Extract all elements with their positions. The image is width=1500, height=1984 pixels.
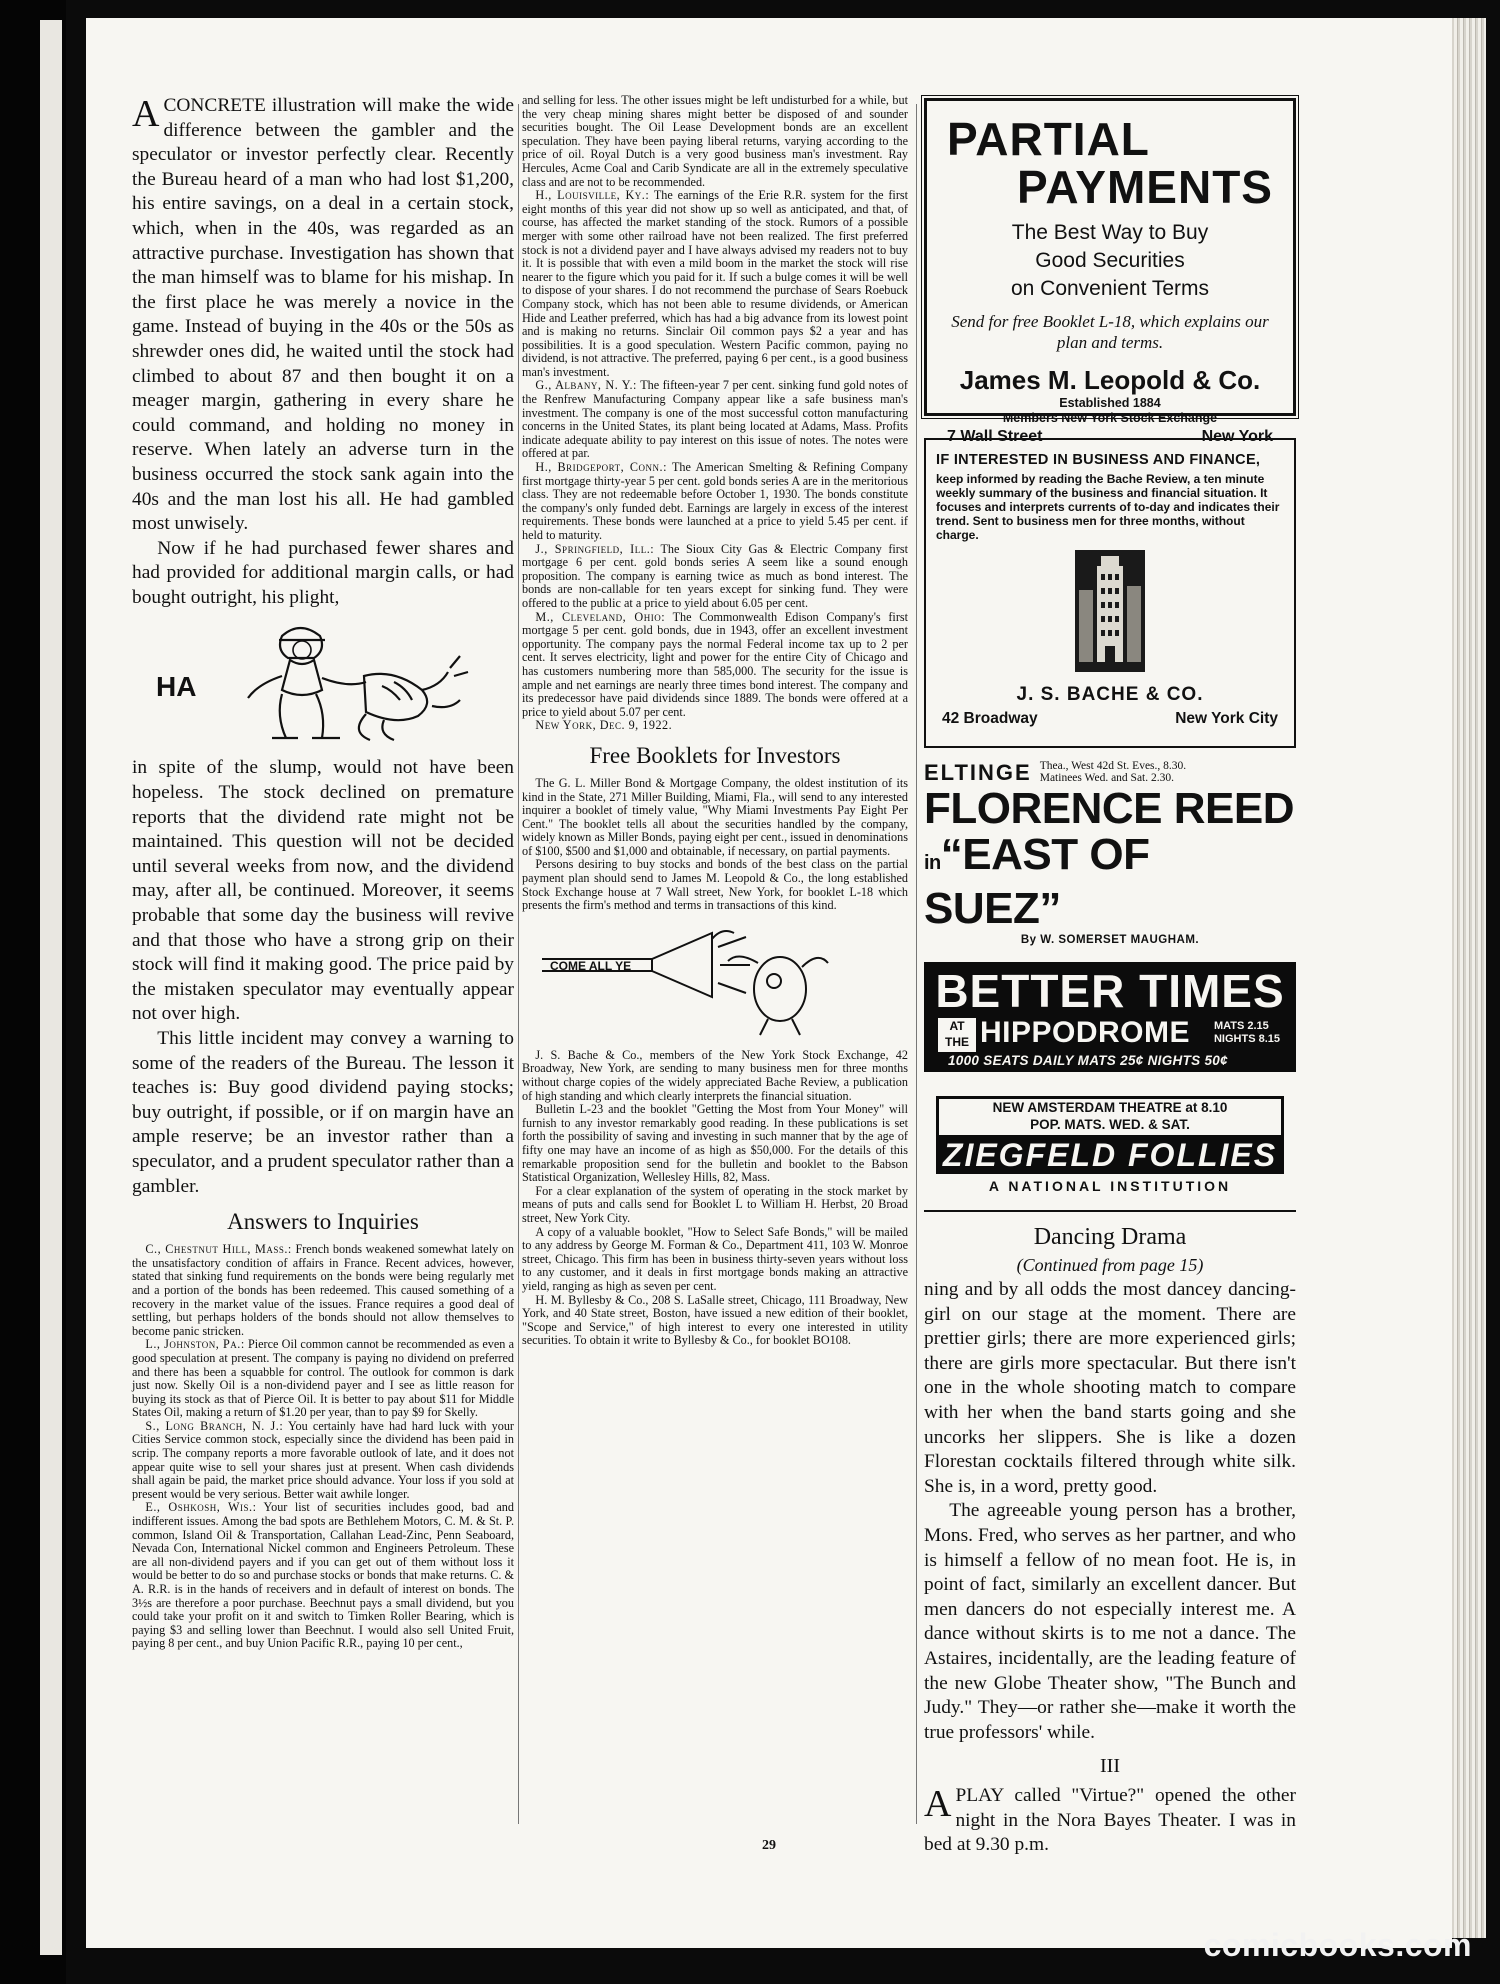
matinee-line: POP. MATS. WED. & SAT. [1030,1117,1190,1132]
drama-paragraph: The agreeable young person has a brother, Mons. Fred, who serves as her partner, and who is himself a fellow of no mean foot. He is, in point of fact, similarly an excellent dancer. But men dancers do not especially interest me. A dance without skirts is to me not a dance. The Astaires, incidentally, are the leading feature of the new Globe Theater show, "The Bunch and Judy." They—or rather she—make it worth the true professors' while. [924,1500,1296,1743]
play-title-row [924,832,1296,932]
theatre-banner [936,1096,1284,1138]
booklet-item: H. M. Byllesby & Co., 208 S. LaSalle street, Chicago, 111 Broadway, New York, and 40 State street, Boston, have issued a new edition of their booklet, "Scope and Service," of high interest to every one interested in utility securities. To obtain it write to Byllesby & Co., for booklet BO108. [522,1292,908,1348]
answer-item [132,1243,514,1338]
theatre-info-line: Matinees Wed. and Sat. 2.30. [1039,772,1175,784]
answer-item [522,543,908,611]
play-author: By W. SOMERSET MAUGHAM. [1020,934,1200,946]
section-numeral: III [1100,1755,1120,1778]
megaphone-caption: COME ALL YE [550,958,632,973]
column-rule [518,104,519,1824]
ad-address: 42 Broadway [942,710,1038,727]
drop-cap: A [924,1783,952,1826]
star-name: FLORENCE REED [924,784,1294,833]
answer-recipient: H., Louisville, Ky.: [535,188,650,203]
answer-recipient: L., Johnston, Pa.: [145,1337,245,1352]
at-the-box [938,1018,976,1052]
page-number: 29 [762,1838,776,1853]
matinee-time: MATS 2.15 [1213,1020,1269,1032]
booklet-item: For a clear explanation of the system of operating in the stock market by means of puts and calls send for Booklet L to William H. Herbst, 20 Broad street, New York City. [522,1183,908,1225]
theatre-line: NEW AMSTERDAM THEATRE at 8.10 [992,1100,1228,1115]
answer-recipient: E., Oshkosh, Wis.: [145,1500,257,1515]
column-rule [916,104,917,1824]
in-label: in [924,852,941,874]
cartoon-laughing-man [132,616,514,746]
the-label: THE [945,1035,969,1049]
article-paragraph: in spite of the slump, would not have been hopeless. The stock declined on premature reports that the dividend rate might not be maintained. This question will not be decided until several weeks from now, and the dividend may, after all, be continued. Moreover, it seems probable that some day the business will revive and that those who have a strong grip on their stock will find it making good. The price paid by the mistaken speculator may eventually appear not over high. [132,757,514,1025]
ad-offer: Send for free Booklet L-18, which explains our plan and terms. [951,312,1269,352]
dateline: New York, Dec. 9, 1922. [535,718,673,733]
hippodrome-ad [924,962,1296,1072]
night-time: NIGHTS 8.15 [1213,1033,1280,1045]
booklet-item: Persons desiring to buy stocks and bonds of the best class on the partial payment plan should send to James M. Leopold & Co., the long established Stock Exchange house at 7 Wall street, New York, for booklet L-18 which presents the firm's method and terms in transactions of this kind. [522,857,908,913]
answers-heading: Answers to Inquiries [227,1209,419,1235]
answer-continued: and selling for less. The other issues might be left undisturbed for a while, but the very cheap mining shares might better be disposed of and sounder securities bought. The Oil Lease Development bonds are an excellent speculation. They have been paying liberal returns, varying according to the price of oil. Royal Dutch is a very good business man's investment. Ray Hercules, Acme Coal and Carib Syndicate are all in the extremely speculative class and are not to be recommended. [522,93,908,189]
article-lead [132,94,514,537]
tagline-line: Good Securities [1035,249,1185,272]
page-edges [1452,18,1486,1938]
show-tagline: A NATIONAL INSTITUTION [988,1178,1232,1194]
answer-item [522,189,908,379]
answer-item [522,611,908,720]
answer-text: Your list of securities includes good, bad and indifferent issues. Among the bad spots are Bethlehem Motors, C. M. & St. P. common, Island Oil & Transportation, Callahan Lead-Zinc, Penn Seaboard, Nevada Con, International Nickel common and Engineers Petroleum. These are all non-dividend payers and if you can get out of them without loss it would be better to do so and purchase stocks or bonds that make returns. C. & A. R.R. is in the hands of receivers and in default of interest on bonds. The 3½s are therefore a poor purchase. Beechnut pays a small dividend, but you could take your profit on it and switch to Timken Roller Bearing, which is paying $3 and selling lower than Beechnut. I would also sell United Fruit, paying 8 per cent., and buy Union Pacific R.R., paying 10 per cent., [132,1500,514,1651]
magazine-page [86,18,1452,1948]
cartoon-caption: HA [156,671,197,703]
answer-text: The Commonwealth Edison Company's first mortgage 5 per cent. gold bonds, due in 1943, offer an excellent investment opportunity. The company pays the normal Federal income tax up to 2 per cent. It serves electricity, light and power for the entire City of Chicago and has customers numbering more than 585,000. The security for the issue is ample and net earnings are nearly three times bond interest. The company and its predecessor have paid dividends since 1889. The bonds were offered at a price to yield about 5.07 per cent. [522,609,909,719]
play-title: “EAST OF SUEZ” [924,830,1150,933]
ad-headline: PAYMENTS [1017,161,1273,213]
ad-established: Established 1884 [1059,396,1161,410]
theatre-name: ELTINGE [924,760,1032,785]
column-1 [132,94,514,1651]
ad-firm-name: James M. Leopold & Co. [959,365,1261,395]
drama-text: PLAY called "Virtue?" opened the other night in the Nora Bayes Theater. I was in bed at 9.30 p.m. [924,1785,1296,1856]
ad-headline: PARTIAL [947,113,1150,165]
answer-recipient: C., Chestnut Hill, Mass.: [145,1242,292,1257]
column-2 [522,94,908,1348]
ad-headline: IF INTERESTED IN BUSINESS AND FINANCE, [936,452,1261,468]
booklet-item: Bulletin L-23 and the booklet "Getting the Most from Your Money" will furnish to any investor remarkably good reading. In these publications is set forth the possibility of saving and investing in such manner that by the age of fifty one may have an income of as high as $50,000. For the details of this remarkable proposition send for the bulletin and booklet to the Babson Statistical Organization, Wellesley Hills, 82, Mass. [522,1102,908,1185]
showtimes [1214,1020,1280,1046]
drop-cap: A [132,93,160,135]
eltinge-theatre-ad [924,760,1296,946]
leopold-ad [924,98,1296,445]
previous-page-edge [40,20,62,1955]
answer-recipient: S., Long Branch, N. J.: [145,1418,284,1433]
booklet-item: A copy of a valuable booklet, "How to Select Safe Bonds," will be mailed to any address by George M. Forman & Co., Department 411, 103 W. Monroe street, Chicago. This firm has been in business thirty-seven years without loss to any customer, and it deals in first mortgage bonds making an attractive yield, ranging as high as seven per cent. [522,1224,908,1293]
watermark: comicbooks.com [1203,1927,1472,1963]
building-illustration [1075,550,1145,672]
theatre-info [1040,760,1186,784]
ziegfeld-follies-ad [924,1092,1296,1202]
at-label: AT [949,1019,965,1033]
ad-body: keep informed by reading the Bache Review, a ten minute weekly summary of the business and financial situation. It focuses and interprets currents of to-day and indicates their trend. Sent to business men for three months, without charge. [936,472,1280,542]
answer-text: Pierce Oil common cannot be recommended as even a good speculation at present. The company is paying no dividend on preferred and there has been a squabble for control. The outlook for common is dark just now. Skelly Oil is a non-dividend payer and I see as little reason for buying its stock as that of Pierce Oil. It is better to pay about $11 for Middle States Oil, making a return of $1.20 per year, than to pay $9 for Skelly. [132,1337,515,1420]
theatre-row [924,760,1296,786]
answer-recipient: M., Cleveland, Ohio: [535,609,666,624]
answer-recipient: G., Albany, N. Y.: [535,378,637,393]
tagline-line: on Convenient Terms [1010,277,1210,300]
lead-text: CONCRETE illustration will make the wide difference between the gambler and the speculator or investor perfectly clear. Recently the Bureau heard of a man who had lost $1,200, his entire savings, on a deal in a certain stock, which, when in the 40s, was regarded as an attractive purchase. Investigation has shown that the man himself was to blame for his mishap. In the first place he was merely a novice in the game. Instead of buying in the 40s or the 50s as shrewder ones did, he waited until the stock had climbed to about 87 and then bought it on a meager margin, gathering in every share he could command, and holding no money in reserve. When lately an adverse turn in the business occurred the stock sank again into the 40s and the man lost his all. He had gambled most unwisely. [132,95,514,535]
article-paragraph: Now if he had purchased fewer shares and had provided for additional margin calls, or had bought outright, his plight, [132,537,514,608]
drama-continued-note: (Continued from page 15) [1016,1255,1204,1275]
ad-tagline [947,219,1273,303]
answer-recipient: J., Springfield, Ill.: [535,541,655,556]
answer-text: The fifteen-year 7 per cent. sinking fund gold notes of the Renfrew Manufacturing Company appear like a safe business man's investment. The company is one of the most successful cotton manufacturing concerns in the United States, its plant being located at Adams, Mass. Profits indicate adequate ability to pay interest on this issue of notes. The notes were offered at par. [522,378,908,461]
cartoon-megaphone [522,919,908,1039]
tagline-line: The Best Way to Buy [1011,221,1209,244]
article-paragraph: This little incident may convey a warning to some of the readers of the Bureau. The lesson it teaches is: Buy good dividend paying stocks; buy outright, if possible, or if on margin have an ample reserve; be an investor rather than a speculator, and a prudent speculator rather than a gambler. [132,1028,514,1197]
ad-city: New York [1201,428,1273,445]
left-binding [0,0,66,1984]
drama-paragraph: ning and by all odds the most dancey dancing-girl on our stage at the moment. There are prettier girls; there are more experienced girls; there are girls more spectacular. But there isn't one in the whole shooting match to compare with her when the band starts going and she uncorks her slippers. She is like a dozen Florestan cocktails filtered through white silk. She is, in a word, pretty good. [924,1279,1296,1497]
seat-prices: 1000 SEATS DAILY MATS 25¢ NIGHTS 50¢ [948,1053,1228,1068]
answer-text: You certainly have had hard luck with your Cities Service common stock, especially since the dividend has been paid in scrip. The company reports a more favorable outlook of late, and it does not appear quite wise to sell your shares just at present. When cash dividends shall again be paid, the market price should advance. Your loss if you sold at present would be very serious. Better wait awhile longer. [132,1418,514,1501]
answer-text: The American Smelting & Refining Company first mortgage thirty-year 5 per cent. gold bonds series A are in the meritorious class. They are not redeemable before October 1, 1930. The bonds constitute the company's only funded debt. Earnings are largely in excess of the interest requirements. These bonds were launched at a price to yield 5.45 per cent. if held to maturity. [522,460,909,542]
answer-item [522,379,908,461]
theatre-info-line: Thea., West 42d St. Eves., 8.30. [1039,760,1187,772]
ad-firm-name: J. S. BACHE & CO. [1016,684,1204,705]
answer-text: The earnings of the Erie R.R. system for the first eight months of this year did not show up so well as anticipated, and that, of course, has affected the market standing of the stock. Rumors of a possible merger with some other railroad have not been realized. The first preferred stock is not a dividend payer and I have always advised my readers not to buy it. It is possible that with even a mild boom in the market the stock will rise nearer to the figure which you paid for it. If such a bulge comes it will be well to dispose of your shares. I do not recommend the purchase of Sears Roebuck Company stock, which has not been able to resume dividends, or American Hide and Leather preferred, which has had a big advance from its lowest point and is making no returns. Sinclair Oil common pays $2 a year and has possibilities. It is a good speculation. Western Pacific common, paying no dividend, is not attractive. The preferred, paying 6 per cent., is a good business man's investment. [522,188,909,379]
divider [924,1210,1296,1212]
venue-name: HIPPODROME [980,1016,1191,1049]
booklets-heading: Free Booklets for Investors [589,742,841,768]
drama-heading: Dancing Drama [1033,1224,1187,1250]
answer-text: The Sioux City Gas & Electric Company first mortgage 6 per cent. gold bonds series A seem like a sound enough proposition. The company is earning twice as much as bond interest. The bonds are non-callable for ten years except for sinking fund. They were offered to the public at a price to yield about 6.05 per cent. [522,541,908,610]
ad-address-row [936,710,1284,728]
answer-item [132,1338,514,1420]
answer-item [132,1420,514,1502]
answers-list [132,1243,514,1651]
answer-item [522,461,908,543]
booklet-item: The G. L. Miller Bond & Mortgage Company, the oldest institution of its kind in the State, 271 Miller Building, Miami, Fla., will send to any interested inquirer a booklet of timely value, "Why Miami Investments Pay Eight Per Cent." The booklet tells all about the securities handled by the company, widely known as Miller Bonds, paying eight per cent., issued in denominations of $100, $500 and $1,000 and obtainable, if necessary, on partial payments. [522,775,908,858]
bache-ad [924,438,1296,748]
ad-address: 7 Wall Street [947,428,1043,445]
column-3 [924,94,1296,1858]
answer-item [132,1501,514,1651]
answer-text: French bonds weakened somewhat lately on the unsatisfactory condition of affairs in France. Recent advices, however, stated that sinking fund requirements on the bonds were being regularly met and a portion of the bonds has been redeemed. This caused something of a recovery in the market value of the issues. France requires a good deal of settling, but perhaps holders of the bonds should not allow themselves to become panic stricken. [132,1242,514,1338]
ad-city: New York City [1175,710,1278,727]
ad-membership: Members New York Stock Exchange [1002,411,1218,425]
show-title: ZIEGFELD FOLLIES [936,1136,1284,1174]
booklet-item: J. S. Bache & Co., members of the New York Stock Exchange, 42 Broadway, New York, are sending to many business men for three months without charge copies of the widely appreciated Bache Review, a publication of high standing and which clearly interprets the financial situation. [522,1047,908,1103]
answer-recipient: H., Bridgeport, Conn.: [535,460,667,475]
ad-headline: BETTER TIMES [935,965,1285,1017]
